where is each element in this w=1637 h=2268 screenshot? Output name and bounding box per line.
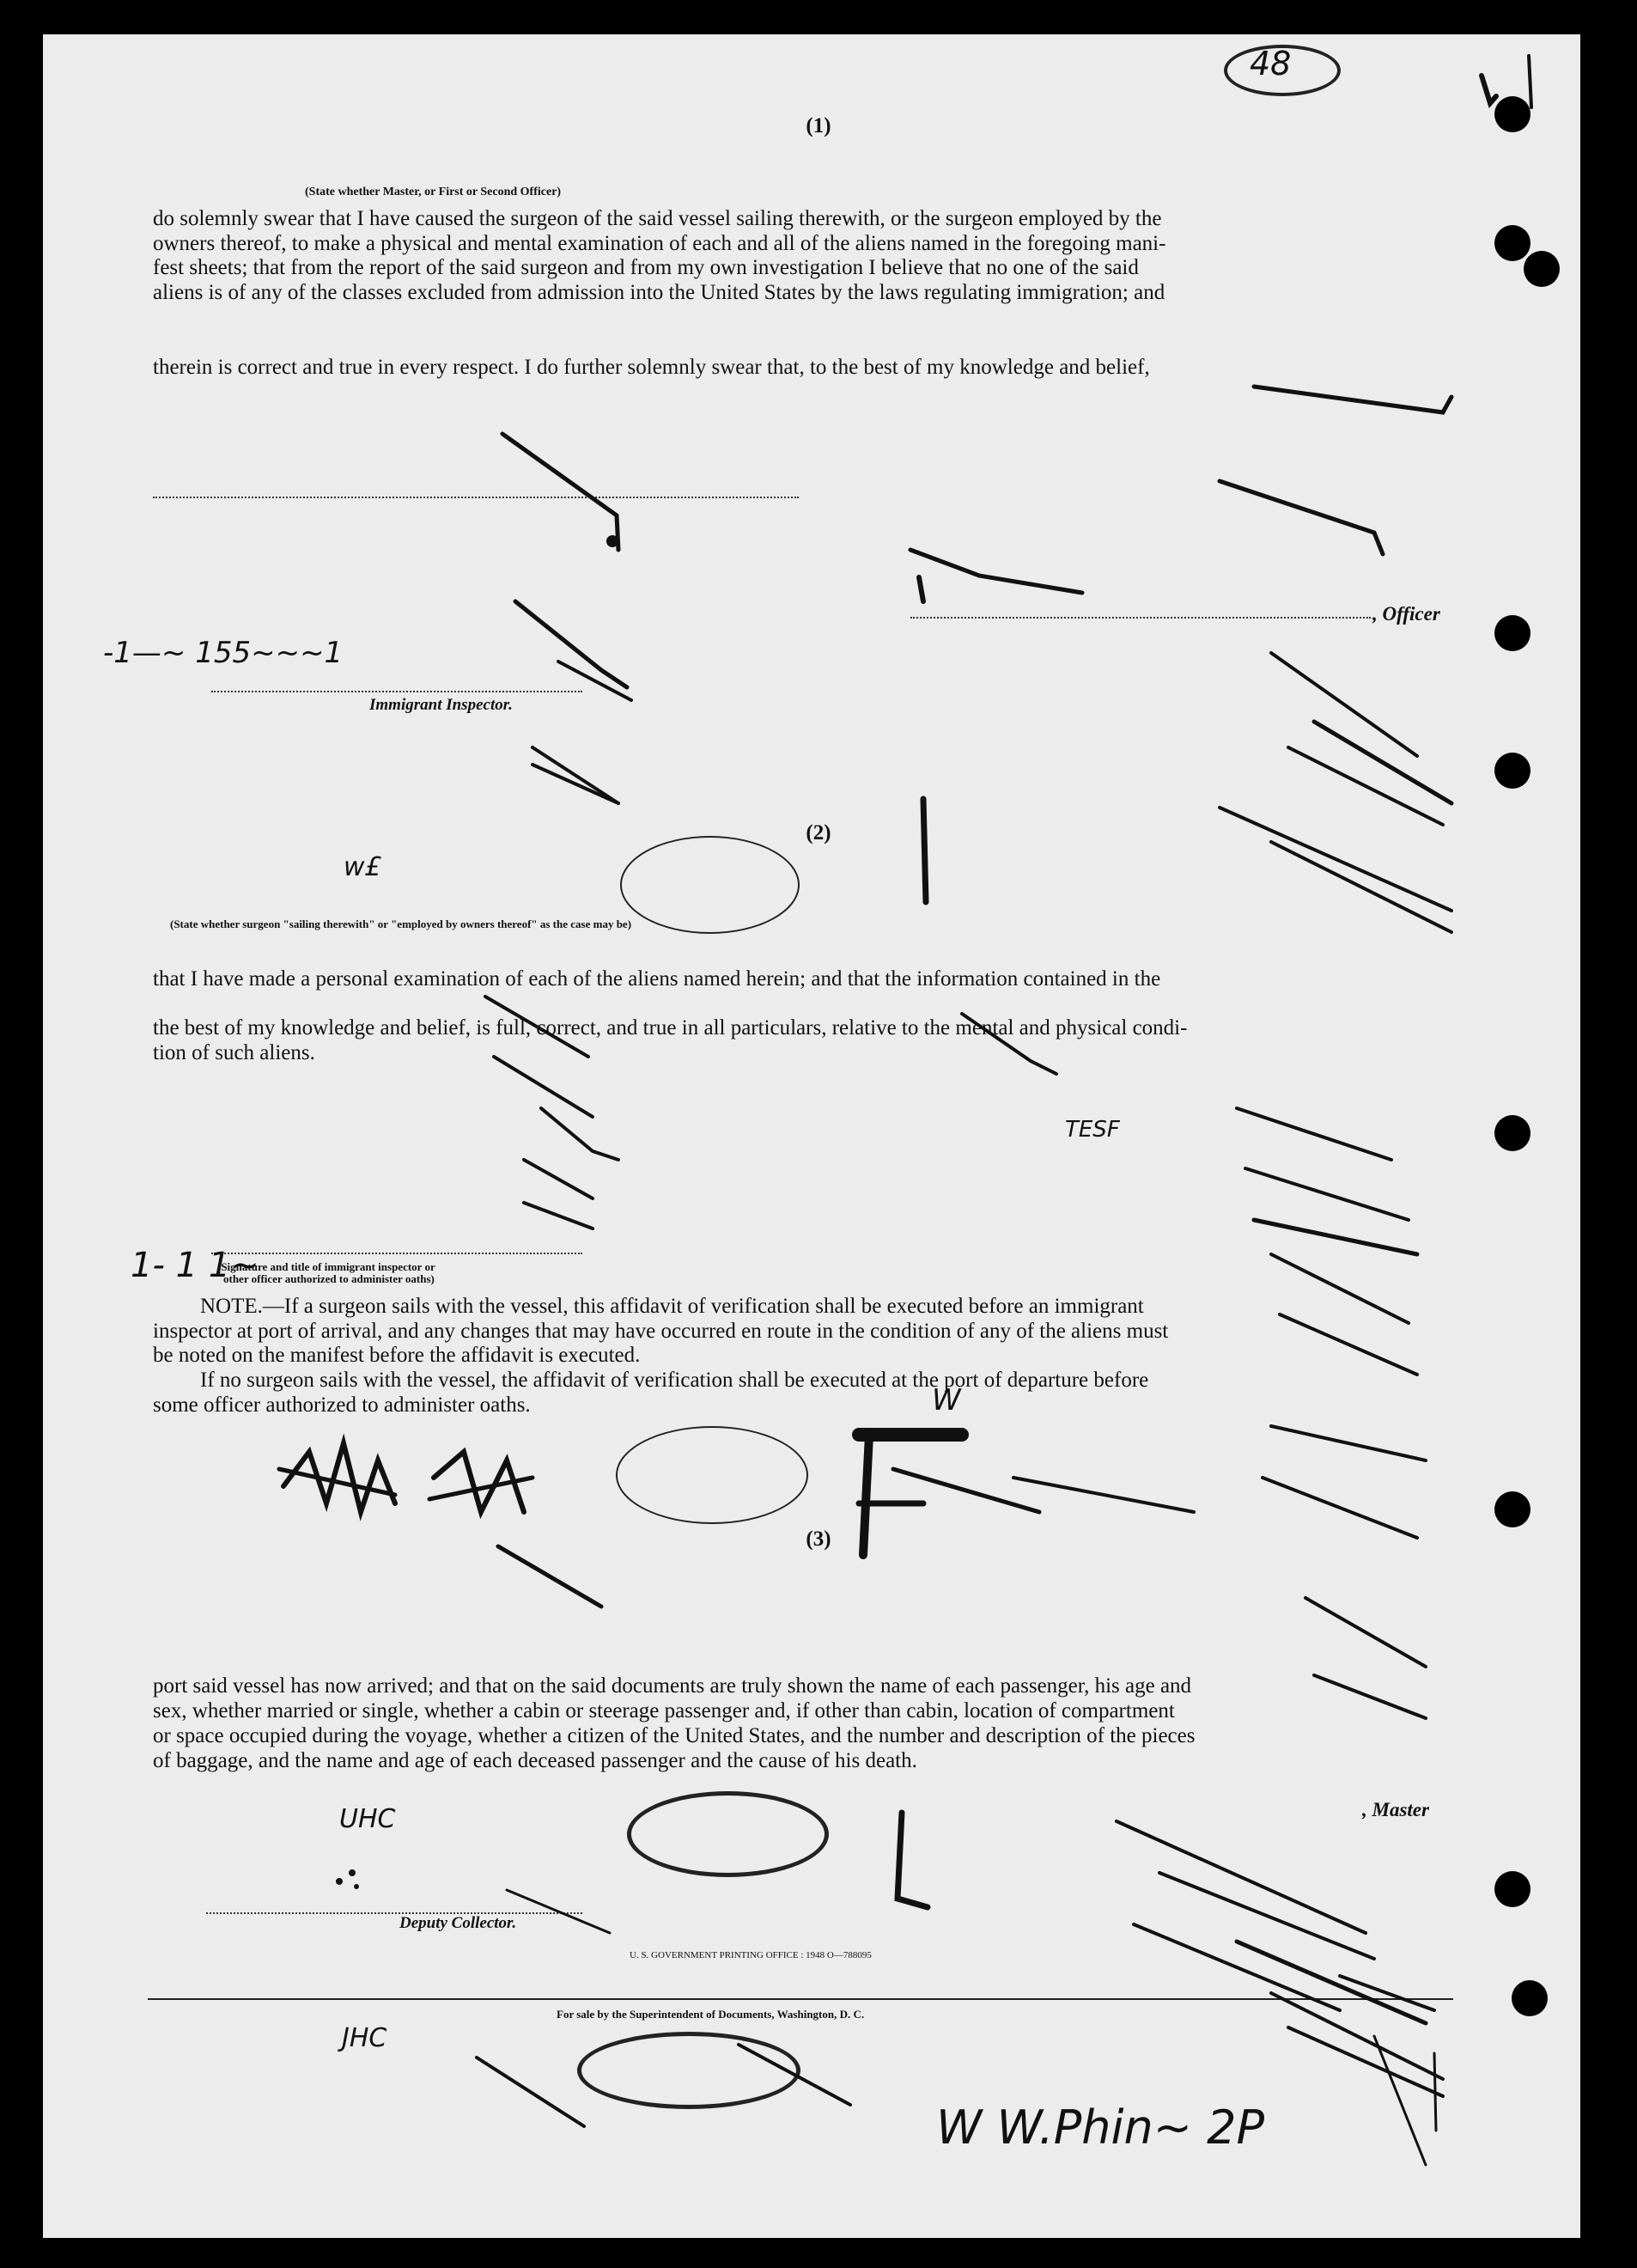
section3-line-7: or space occupied during the voyage, whether a citizen of the United States, and the number and description of the pieces — [153, 1724, 1196, 1747]
page-number: 48 — [1250, 45, 1292, 82]
sale-note: For sale by the Superintendent of Documents, Washington, D. C. — [557, 2008, 865, 2021]
section2-sig-caption-2: other officer authorized to administer oaths) — [223, 1272, 435, 1285]
section3-master-label: , Master — [1362, 1799, 1429, 1820]
section1-line-4: fest sheets; that from the report of the said surgeon and from my own investigation I believe that no one of the said — [153, 256, 1139, 279]
section1-caption: (State whether Master, or First or Second Officer) — [305, 186, 562, 198]
section2-sig-caption-1: (Signature and title of immigrant inspector or — [217, 1260, 435, 1273]
note-line-3: be noted on the manifest before the affidavit is executed. — [153, 1344, 641, 1367]
section2-line-6: the best of my knowledge and belief, is full, correct, and true in all particulars, relative to the mental and physical condi- — [153, 1016, 1188, 1040]
section3-number: (3) — [806, 1527, 831, 1551]
section1-line-8: therein is correct and true in every respect. I do further solemnly swear that, to the best of my knowledge and belief, — [153, 356, 1150, 379]
section3-line-5: port said vessel has now arrived; and that on the said documents are truly shown the name of each passenger, his age and — [153, 1674, 1192, 1698]
section1-number: (1) — [806, 114, 831, 137]
printing-office: U. S. GOVERNMENT PRINTING OFFICE : 1948 O—788095 — [630, 1950, 872, 1960]
section2-line-4: that I have made a personal examination of each of the aliens named herein; and that the information contained in the — [153, 967, 1161, 991]
section2-caption: (State whether surgeon "sailing therewith" or "employed by owners thereof" as the case may be) — [170, 918, 632, 930]
handwritten-note: 1- 1 1~ — [131, 1246, 259, 1285]
handwritten-initials: W — [932, 1383, 961, 1418]
handwritten-signature: W W.Phin~ 2P — [936, 2100, 1265, 2155]
note-line-4: If no surgeon sails with the vessel, the affidavit of verification shall be executed at the port of departure before — [200, 1369, 1149, 1392]
note-line-5: some officer authorized to administer oaths. — [153, 1393, 531, 1417]
handwritten-initials: JHC — [342, 2023, 387, 2053]
section1-line-3: owners thereof, to make a physical and mental examination of each and all of the aliens named in the foregoing mani- — [153, 232, 1166, 255]
section1-officer-label: , Officer — [1372, 603, 1440, 625]
section3-collector-label: Deputy Collector. — [399, 1914, 517, 1932]
section1-line-5: aliens is of any of the classes excluded from admission into the United States by the laws regulating immigration; and — [153, 281, 1165, 304]
handwritten-initials: UHC — [339, 1804, 396, 1834]
note-line-1: NOTE.—If a surgeon sails with the vessel, this affidavit of verification shall be executed before an immigrant — [200, 1295, 1144, 1318]
section3-line-8: of baggage, and the name and age of each deceased passenger and the cause of his death. — [153, 1749, 917, 1772]
handwritten-note: -1—~ 155~~~1 — [103, 636, 344, 670]
handwritten-initials: w£ — [344, 852, 381, 882]
note-line-2: inspector at port of arrival, and any changes that may have occurred en route in the condition of any of the aliens must — [153, 1320, 1169, 1343]
section1-inspector-label: Immigrant Inspector. — [369, 696, 513, 714]
section2-line-7: tion of such aliens. — [153, 1041, 315, 1064]
section3-line-6: sex, whether married or single, whether a cabin or steerage passenger and, if other than cabin, location of compartment — [153, 1699, 1175, 1722]
section1-line-2: do solemnly swear that I have caused the surgeon of the said vessel sailing therewith, or the surgeon employed by the — [153, 207, 1162, 230]
handwritten-initials: TESF — [1065, 1117, 1120, 1143]
section2-number: (2) — [806, 821, 831, 844]
